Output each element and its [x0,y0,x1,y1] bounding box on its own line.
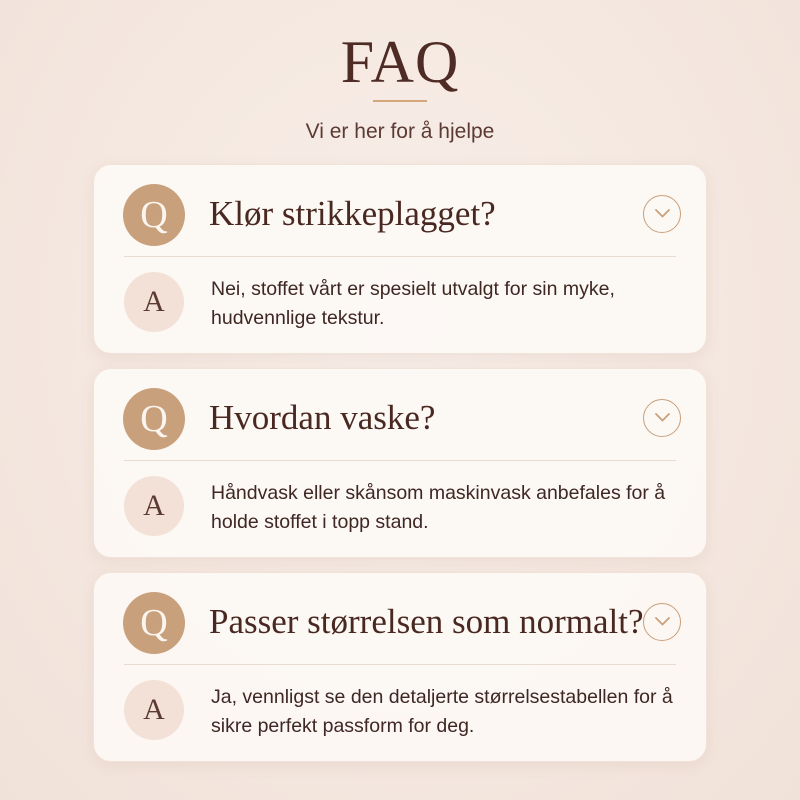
answer-badge: A [124,680,184,740]
question-badge: Q [123,184,185,246]
chevron-down-icon [645,196,680,231]
faq-divider [124,664,676,665]
page-title: FAQ [340,29,460,95]
faq-question-row[interactable] [94,573,708,665]
faq-divider [124,256,676,257]
faq-item-2 [93,368,707,558]
question-badge: Q [123,388,185,450]
faq-answer: Ja, vennligst se den detaljerte størrelsestabellen for å sikre perfekt passform for deg. [211,686,673,737]
faq-question: Passer størrelsen som normalt? [209,602,644,641]
answer-badge: A [124,272,184,332]
chevron-down-icon [645,604,680,639]
title-divider [373,100,427,102]
answer-badge: A [124,476,184,536]
faq-list [93,164,707,776]
expand-toggle-button[interactable] [643,603,681,641]
faq-item-1 [93,164,707,354]
faq-header [0,30,800,146]
question-badge: Q [123,592,185,654]
page-subtitle: Vi er her for å hjelpe [305,120,495,143]
faq-answer: Håndvask eller skånsom maskinvask anbefales for å holde stoffet i topp stand. [211,482,666,533]
expand-toggle-button[interactable] [643,399,681,437]
faq-answer: Nei, stoffet vårt er spesielt utvalgt for sin myke, hudvennlige tekstur. [211,278,615,329]
faq-question-row[interactable] [94,165,708,257]
faq-question: Klør strikkeplagget? [209,194,496,233]
faq-item-3 [93,572,707,762]
faq-divider [124,460,676,461]
chevron-down-icon [645,400,680,435]
expand-toggle-button[interactable] [643,195,681,233]
faq-question: Hvordan vaske? [209,398,436,437]
faq-question-row[interactable] [94,369,708,461]
